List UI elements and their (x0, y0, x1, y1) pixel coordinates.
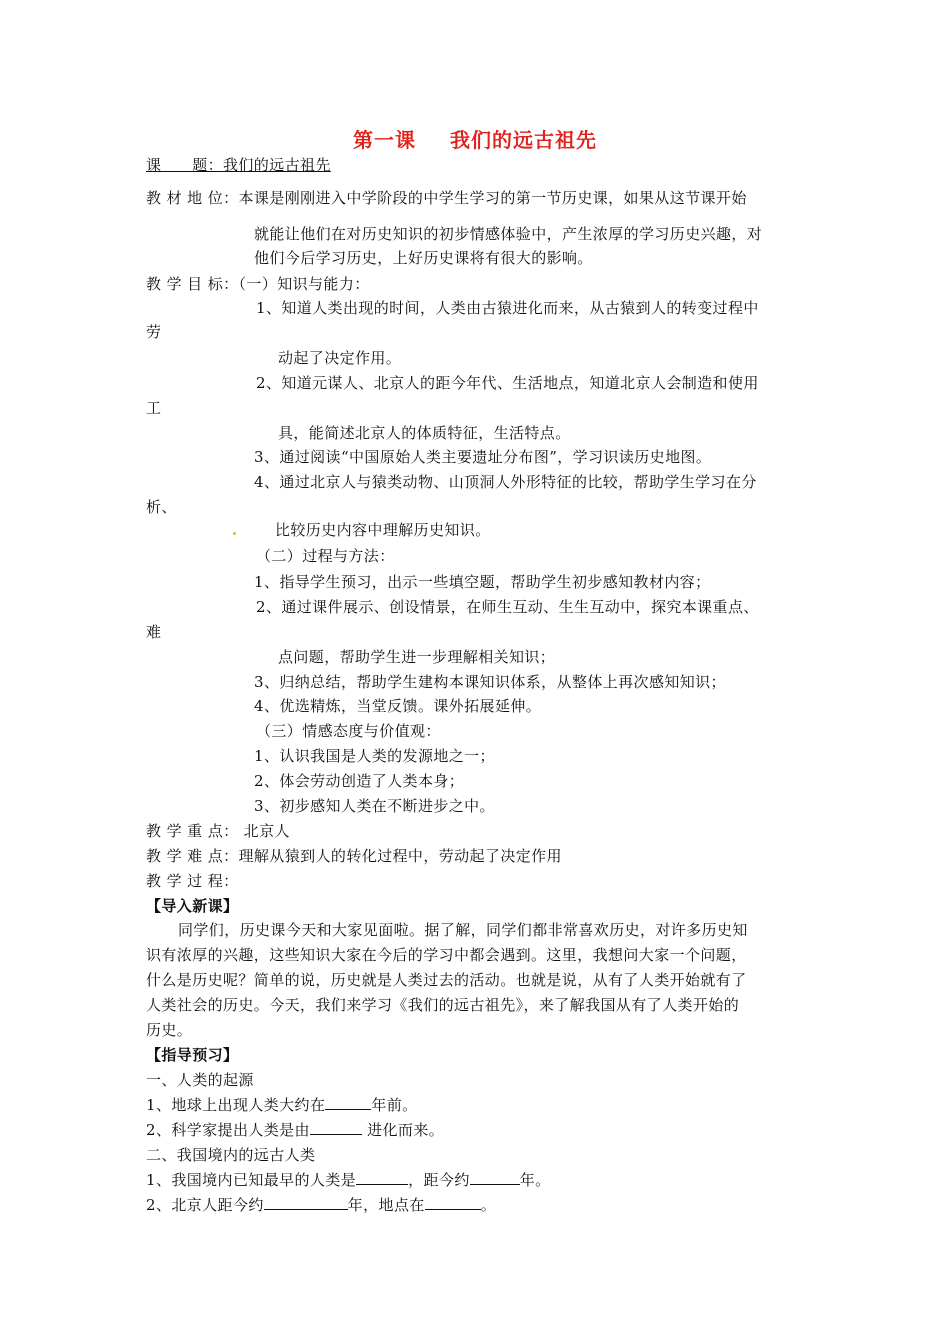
textbook-position-line2: 就能让他们在对历史知识的初步情感体验中，产生浓厚的学习历史兴趣，对 (254, 225, 763, 243)
answer-blank[interactable] (425, 1195, 481, 1210)
goals-label: 教 学 目 标： (146, 275, 239, 293)
goal-1-1: 1、知道人类出现的时间，人类由古猿进化而来，从古猿到人的转变过程中 (256, 299, 759, 317)
difficulty-label: 教 学 难 点： (146, 847, 239, 865)
textbook-position-line3: 他们今后学习历史，上好历史课将有很大的影响。 (254, 249, 593, 267)
question-4: 2、北京人距今约 年，地点在 。 (146, 1196, 497, 1214)
goals-section2: （二）过程与方法： (256, 547, 395, 565)
process-label: 教 学 过 程： (146, 872, 239, 890)
goal-2-2-wrap: 难 (146, 623, 162, 641)
intro-line4: 人类社会的历史。今天，我们来学习《我们的远古祖先》，来了解我国从有了人类开始的 (146, 996, 740, 1014)
goal-1-1-wrap: 劳 (146, 323, 162, 341)
goal-1-4-wrap: 析、 (146, 498, 177, 516)
intro-heading: 【导入新课】 (146, 897, 239, 915)
difficulty-text: 理解从猿到人的转化过程中，劳动起了决定作用 (238, 847, 562, 865)
goal-2-2: 2、通过课件展示、创设情景，在师生互动、生生互动中，探究本课重点、 (256, 598, 759, 616)
goal-2-1: 1、指导学生预习，出示一些填空题，帮助学生初步感知教材内容； (254, 573, 711, 591)
title-lesson-number: 第一课 (353, 128, 416, 152)
goal-1-4-cont: 比较历史内容中理解历史知识。 (232, 520, 491, 540)
goal-1-2-cont: 具，能简述北京人的体质特征，生活特点。 (278, 424, 571, 442)
preview-heading: 【指导预习】 (146, 1046, 239, 1064)
intro-line1: 同学们，历史课今天和大家见面啦。据了解，同学们都非常喜欢历史，对许多历史知 (178, 921, 748, 939)
title-lesson-name: 我们的远古祖先 (450, 128, 597, 152)
goal-3-3: 3、初步感知人类在不断进步之中。 (254, 797, 495, 815)
goal-2-2-cont: 点问题，帮助学生进一步理解相关知识； (278, 648, 556, 666)
intro-line3: 什么是历史呢？简单的说，历史就是人类过去的活动。也就是说，从有了人类开始就有了 (146, 971, 747, 989)
goal-2-3: 3、归纳总结，帮助学生建构本课知识体系，从整体上再次感知知识； (254, 673, 726, 691)
goal-1-2: 2、知道元谋人、北京人的距今年代、生活地点，知道北京人会制造和使用 (256, 374, 759, 392)
question-3: 1、我国境内已知最早的人类是 ，距今约 年。 (146, 1171, 551, 1189)
preview-part1: 一、人类的起源 (146, 1071, 254, 1089)
stray-mark (233, 532, 236, 535)
answer-blank[interactable] (264, 1195, 348, 1210)
page-title (0, 124, 950, 153)
goal-1-1-cont: 动起了决定作用。 (278, 349, 402, 367)
goal-1-3: 3、通过阅读“中国原始人类主要遗址分布图”，学习识读历史地图。 (254, 448, 712, 466)
goal-2-4: 4、优选精炼，当堂反馈。课外拓展延伸。 (254, 697, 542, 715)
answer-blank[interactable] (470, 1170, 520, 1185)
intro-line2: 识有浓厚的兴趣，这些知识大家在今后的学习中都会遇到。这里，我想问大家一个问题， (146, 946, 747, 964)
difficulty (146, 846, 562, 866)
answer-blank[interactable] (310, 1120, 362, 1135)
lesson-topic: 课 题：我们的远古祖先 (146, 156, 331, 174)
question-1: 1、地球上出现人类大约在 年前。 (146, 1096, 418, 1114)
textbook-position-line1: 教 材 地 位：本课是刚刚进入中学阶段的中学生学习的第一节历史课，如果从这节课开始 (146, 189, 747, 207)
preview-part2: 二、我国境内的远古人类 (146, 1146, 316, 1164)
question-2: 2、科学家提出人类是由 进化而来。 (146, 1121, 445, 1139)
answer-blank[interactable] (325, 1095, 371, 1110)
intro-line5: 历史。 (146, 1021, 193, 1039)
goals-heading: 教 学 目 标：（一）知识与能力： (146, 275, 370, 293)
goal-3-1: 1、认识我国是人类的发源地之一； (254, 747, 495, 765)
goal-1-2-wrap: 工 (146, 399, 162, 417)
textbook-position-label: 教 材 地 位： (146, 189, 239, 207)
goals-section3: （三）情感态度与价值观： (256, 722, 441, 740)
key-point: 教 学 重 点： 北京人 (146, 822, 290, 840)
goal-3-2: 2、体会劳动创造了人类本身； (254, 772, 465, 790)
answer-blank[interactable] (356, 1170, 408, 1185)
goal-1-4: 4、通过北京人与猿类动物、山顶洞人外形特征的比较，帮助学生学习在分 (254, 473, 757, 491)
